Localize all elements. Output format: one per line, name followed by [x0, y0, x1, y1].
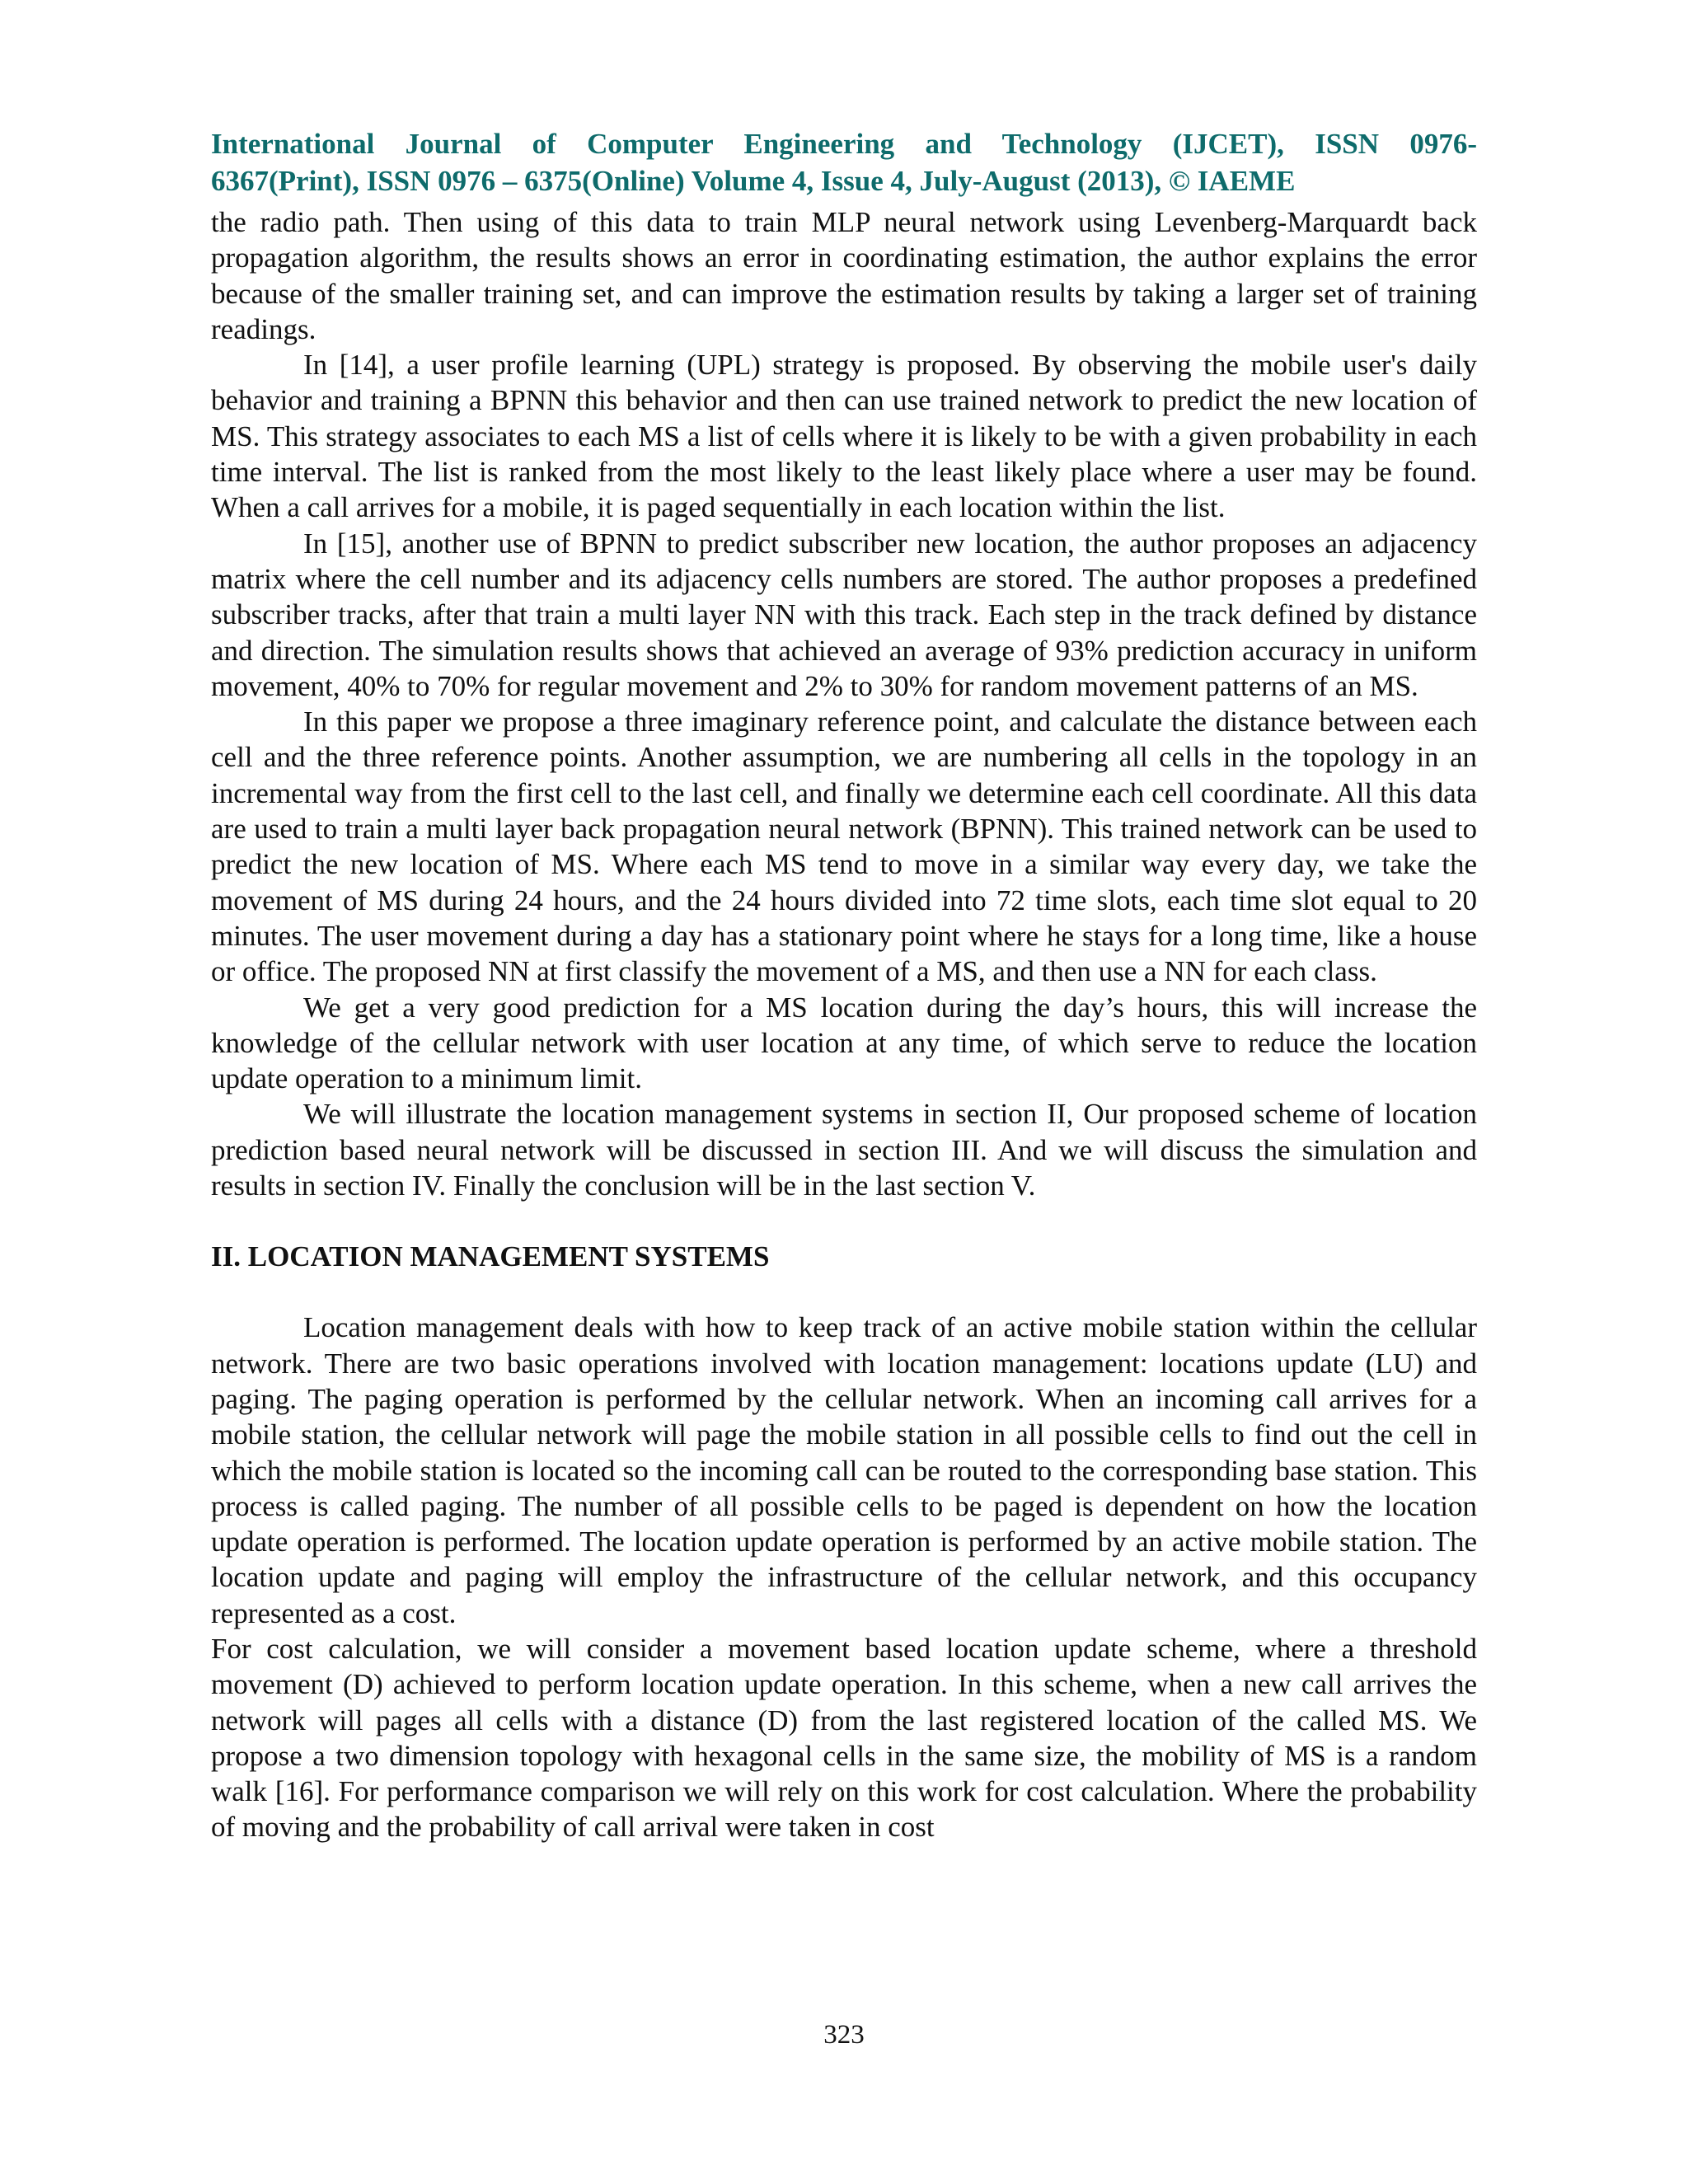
paragraph-upl-strategy: In [14], a user profile learning (UPL) strategy is proposed. By observing the mobile user's daily behavior and training a BPNN this behavior and then can use trained network to predict the new location of MS. This strategy associates to each MS a list of cells where it is likely to be with a given probability in each time interval. The list is ranked from the most likely to the least likely place where a user may be found. When a call arrives for a mobile, it is paged sequentially in each location within the list. — [211, 349, 1477, 524]
paragraph-prediction-result: We get a very good prediction for a MS location during the day’s hours, this will increase the knowledge of the cellular network with user location at any time, of which serve to reduce the location update operation to a minimum limit. — [211, 991, 1477, 1095]
section-heading: II. LOCATION MANAGEMENT SYSTEMS — [211, 1240, 770, 1273]
paragraph-outline: We will illustrate the location management systems in section II, Our proposed scheme of location prediction based neural network will be discussed in section III. And we will discuss the simulation and results in section IV. Finally the conclusion will be in the last section V. — [211, 1098, 1477, 1202]
paragraph-cost-calculation: For cost calculation, we will consider a movement based location update scheme, where a threshold movement (D) achieved to perform location update operation. In this scheme, when a new call arrives the network will pages all cells with a distance (D) from the last registered location of the called MS. We propose a two dimension topology with hexagonal cells in the same size, the mobility of MS is a random walk [16]. For performance comparison we will rely on this work for cost calculation. Where the probability of moving and the probability of call arrival were taken in cost — [211, 1632, 1477, 1844]
body-text — [211, 204, 1477, 1845]
journal-header — [211, 125, 1477, 199]
page-number: 323 — [823, 2020, 865, 2050]
paragraph-bpnn-adjacency: In [15], another use of BPNN to predict subscriber new location, the author proposes an adjacency matrix where the cell number and its adjacency cells numbers are stored. The author proposes a predefined subscriber tracks, after that train a multi layer NN with this track. Each step in the track defined by distance and direction. The simulation results shows that achieved an average of 93% prediction accuracy in uniform movement, 40% to 70% for regular movement and 2% to 30% for random movement patterns of an MS. — [211, 527, 1477, 702]
paragraph-proposal: In this paper we propose a three imaginary reference point, and calculate the distance between each cell and the three reference points. Another assumption, we are numbering all cells in the topology in an incremental way from the first cell to the last cell, and finally we determine each cell coordinate. All this data are used to train a multi layer back propagation neural network (BPNN). This trained network can be used to predict the new location of MS. Where each MS tend to move in a similar way every day, we take the movement of MS during 24 hours, and the 24 hours divided into 72 time slots, each time slot equal to 20 minutes. The user movement during a day has a stationary point where he stays for a long time, like a house or office. The proposed NN at first classify the movement of a MS, and then use a NN for each class. — [211, 705, 1477, 988]
paragraph-location-management: Location management deals with how to keep track of an active mobile station within the cellular network. There are two basic operations involved with location management: locations update (LU) and paging. The paging operation is performed by the cellular network. When an incoming call arrives for a mobile station, the cellular network will page the mobile station in all possible cells to find out the cell in which the mobile station is located so the incoming call can be routed to the corresponding base station. This process is called paging. The number of all possible cells to be paged is dependent on how the location update operation is performed. The location update operation is performed by an active mobile station. The location update and paging will employ the infrastructure of the cellular network, and this occupancy represented as a cost. — [211, 1311, 1477, 1629]
paragraph-continued: the radio path. Then using of this data to train MLP neural network using Levenberg-Marquardt back propagation algorithm, the results shows an error in coordinating estimation, the author explains the error because of the smaller training set, and can improve the estimation results by taking a larger set of training readings. — [211, 206, 1477, 345]
page-content — [211, 125, 1477, 1845]
journal-header-line-2: 6367(Print), ISSN 0976 – 6375(Online) Volume 4, Issue 4, July-August (2013), © IAEME — [211, 165, 1296, 197]
journal-header-line-1: International Journal of Computer Engineering and Technology (IJCET), ISSN 0976- — [211, 128, 1477, 160]
